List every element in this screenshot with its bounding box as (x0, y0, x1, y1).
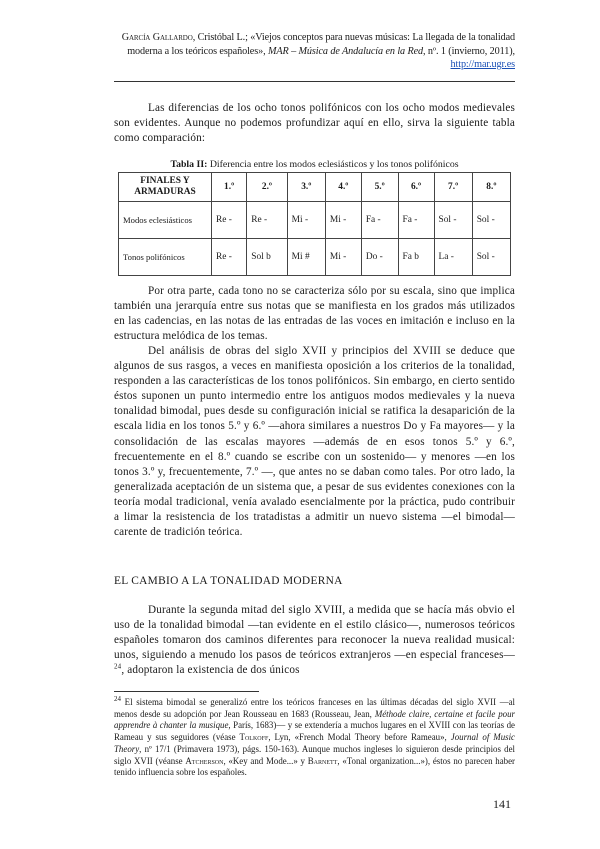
page-number: 141 (493, 797, 511, 811)
table-cell: Mi - (325, 239, 361, 276)
table-col-header: 7.º (434, 173, 472, 202)
table-cell: Mi # (287, 239, 325, 276)
footnote-reference[interactable]: 24 (114, 662, 122, 671)
running-header (112, 31, 515, 72)
table-caption (114, 159, 515, 171)
table-row (119, 202, 511, 239)
header-line1: , Cristóbal L.; «Viejos conceptos para nuevas músicas: La llegada de la (192, 32, 476, 43)
footnote-author: Barnett (307, 755, 338, 766)
header-journal: MAR – Música de Andalucía en la Red (268, 45, 424, 57)
footnote-text: , Lyn, «French Modal Theory before Rameau», (268, 732, 451, 743)
table-col-header: 8.º (472, 173, 510, 202)
table-row-label: Tonos polifónicos (119, 239, 212, 276)
comparison-table (118, 172, 511, 276)
table-cell: Fa - (361, 202, 398, 239)
header-line3: 2011), (489, 45, 515, 57)
header-issue: , nº. 1 (invierno, (423, 45, 488, 57)
footnote-author: Tolkoff (239, 732, 269, 743)
footnote-text: , París, 1683)— y se extendería a muchos lugares en el XVIII con las teorías de Rameau y sus seguidores (véase (114, 720, 515, 743)
footnote-number: 24 (114, 695, 121, 704)
footnote-author: Atcherson (185, 755, 224, 766)
table-cell: Fa - (398, 202, 434, 239)
table-cell: La - (434, 239, 472, 276)
header-line2: tonalidad moderna a los teóricos españoles», (127, 32, 515, 57)
header-author: García Gallardo (121, 32, 193, 43)
footnote-text: , «Tonal organization...»), éstos no parecen haber tenido influencia sobre los españoles. (114, 755, 516, 778)
footnote-text: , «Key and Mode...» y (223, 755, 308, 766)
footnote-text: , nº 17/1 (Primavera 1973), págs. 150-163). Aunque muchos ingleses lo siguieron desde principios del siglo XVII (véanse (114, 743, 515, 766)
table-cell: Re - (247, 202, 287, 239)
table-cell: Do - (361, 239, 398, 276)
table-cell: Mi - (325, 202, 361, 239)
table-cell: Re - (212, 202, 247, 239)
table-cell: Sol b (247, 239, 287, 276)
footnote-text: El sistema bimodal se generalizó entre los teóricos franceses en las últimas décadas del siglo XVII —al menos desde su adopción por Jean Rousseau en 1683 (Rousseau, Jean, (114, 697, 515, 719)
paragraph-text-after: , adoptaron la existencia de dos únicos (121, 664, 300, 677)
section-title: EL CAMBIO A LA TONALIDAD MODERNA (114, 575, 343, 587)
table-header-row (119, 173, 511, 202)
table-cell: Sol - (472, 202, 510, 239)
table-row (119, 239, 511, 276)
footnote-24 (114, 697, 515, 779)
header-url-link[interactable]: http://mar.ugr.es (450, 59, 515, 71)
footnote-rule (114, 691, 259, 692)
table-col-header: 1.º (212, 173, 247, 202)
table-cell: Sol - (434, 202, 472, 239)
paragraph-analysis: Del análisis de obras del siglo XVII y principios del XVIII se deduce que algunos de sus rasgos, a veces en manifiesta oposición a los criterios de la tonalidad, responden a las características de los tonos polifónicos. Sin embargo, en cierto sentido éstos suponen un punto intermedio entre los antiguos modos medievales y la nueva tonalidad bimodal, pues desde su configuración inicial se ratifica la desaparición de la escala lidia en los tonos 5.º y 6.º —ahora similares a nuestros Do y Fa mayores— y la consolidación de las escalas mayores —además de en esos tonos 5.º y 6.º, frecuentemente en el 8.º cuando se escribe con un sostenido— y menores —en los tonos 3.º y, frecuentemente, 7.º —, que antes no se daban como tales. Por otro lado, la generalizada aceptación de un sistema que, a pesar de sus evidentes conexiones con la teoría modal tradicional, venía avalado esencialmente por la práctica, pudo contribuir a limar la resistencia de los tratadistas a admitir un nuevo sistema —el bimodal— carente de tradición teórica. (114, 345, 515, 539)
table-col-header: 4.º (325, 173, 361, 202)
table-row-label: Modos eclesiásticos (119, 202, 212, 239)
table-cell: Re - (212, 239, 247, 276)
footnote-title: Méthode claire, certaine et facile pour apprendre à chanter la musique (114, 708, 515, 731)
table-col-header: 6.º (398, 173, 434, 202)
table-col-header: 2.º (247, 173, 287, 202)
paragraph-text-before: Durante la segunda mitad del siglo XVIII, a medida que se hacía más obvio el uso de la tonalidad bimodal —tan evidente en el estilo clásico—, numerosos teóricos españoles tomaron dos caminos diferentes para reconocer la nueva realidad musical: unos, siguiendo a menudo los pasos de teóricos extranjeros —en especial franceses— (114, 604, 515, 662)
table-cell: Mi - (287, 202, 325, 239)
footnote-journal: Journal of Music Theory (114, 732, 515, 754)
table-caption-label: Tabla II: (170, 159, 208, 170)
table-col-header: 5.º (361, 173, 398, 202)
header-rule (114, 81, 515, 82)
table-cell: Fa b (398, 239, 434, 276)
table-col-header: 3.º (287, 173, 325, 202)
paragraph-tone-hierarchy: Por otra parte, cada tono no se caracteriza sólo por su escala, sino que implica también una jerarquía entre sus notas que se manifiesta en los grados más utilizados en las cadencias, en las notas de las entradas de las voces en imitación e incluso en la estructura melódica de los temas. (114, 285, 515, 343)
intro-paragraph: Las diferencias de los ocho tonos polifónicos con los ocho modos medievales son evidentes. Aunque no podemos profundizar aquí en ello, sirva la siguiente tabla como comparación: (114, 102, 515, 145)
table-header-first: FINALES Y ARMADURAS (119, 173, 212, 202)
table-caption-text: Diferencia entre los modos eclesiásticos y los tonos polifónicos (207, 159, 459, 170)
table-cell: Sol - (472, 239, 510, 276)
paragraph-modern-tonality (114, 603, 515, 678)
